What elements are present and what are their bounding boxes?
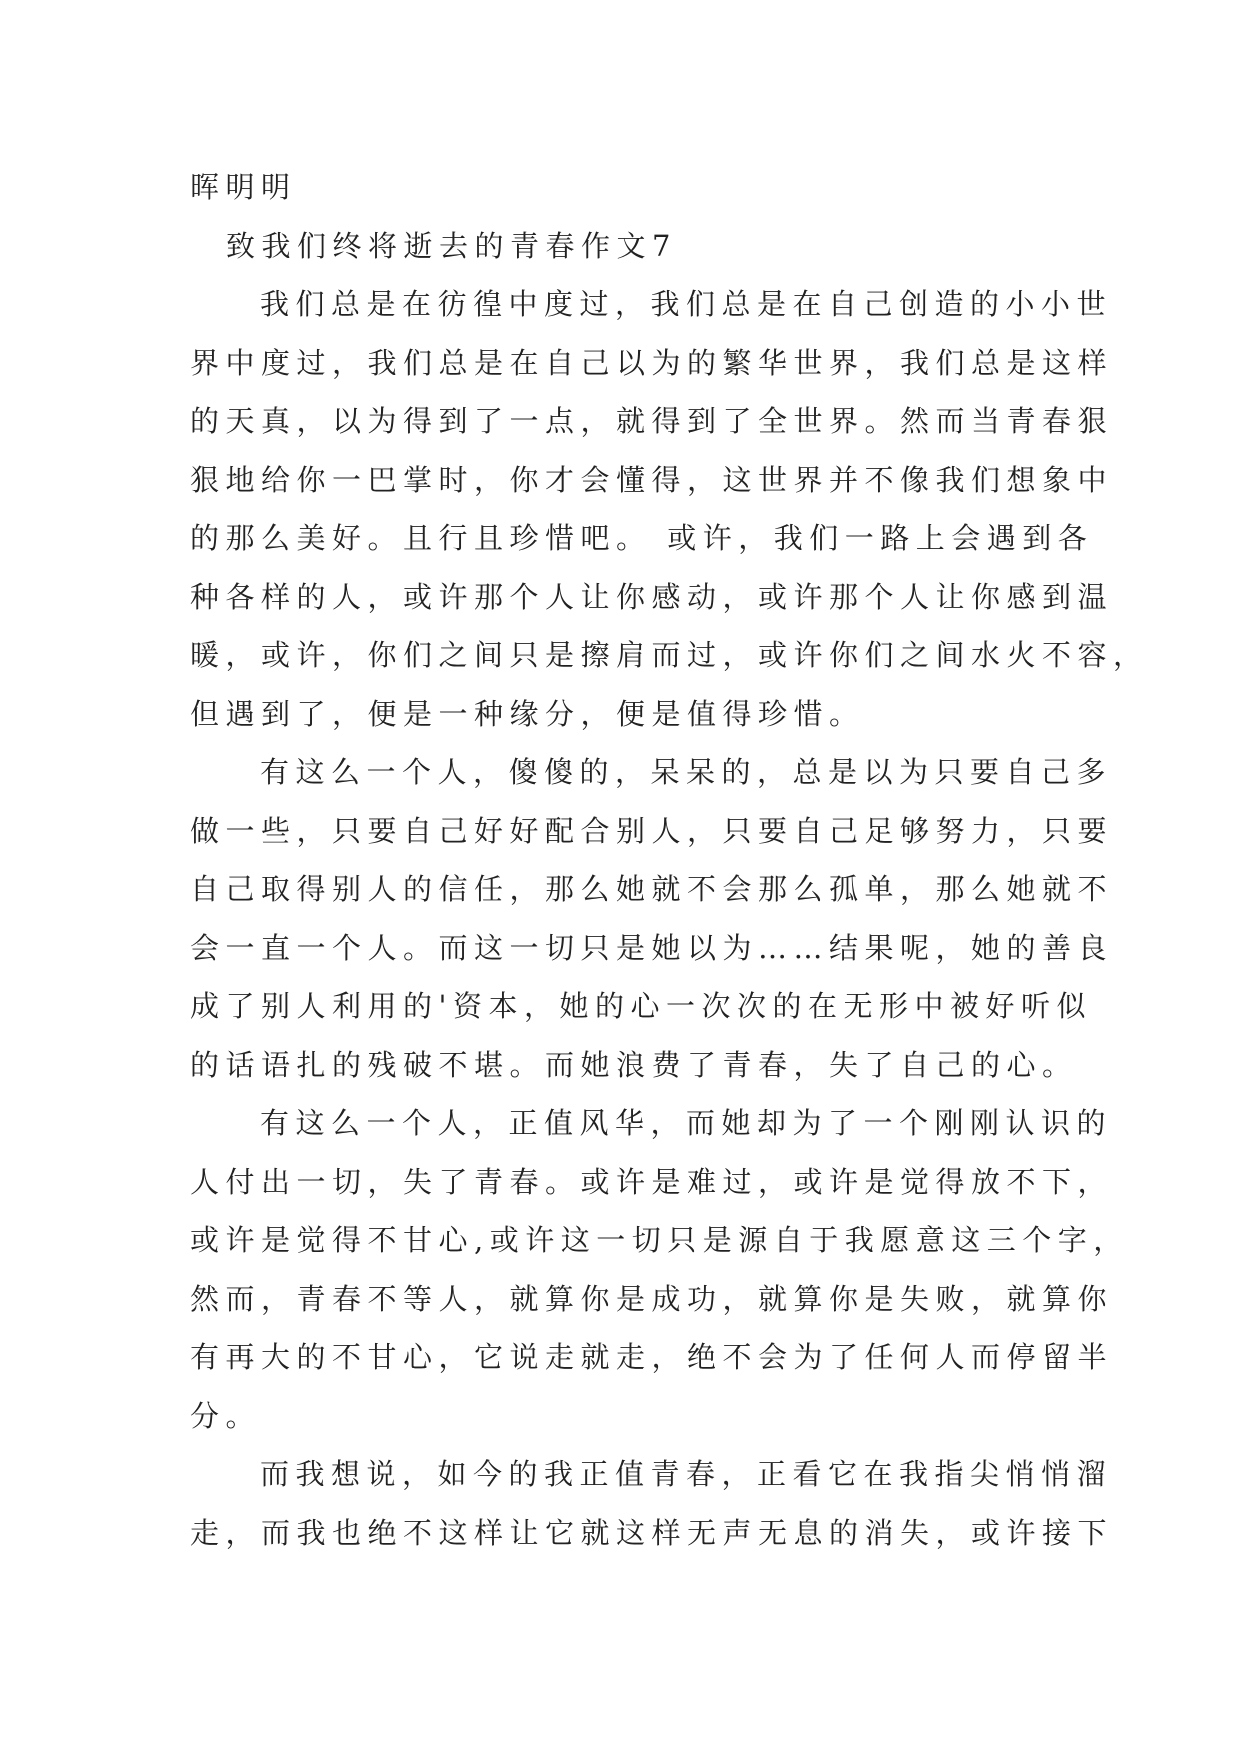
text-line: 会一直一个人。而这一切只是她以为……结果呢，她的善良 xyxy=(190,930,1114,965)
text-line: 的话语扎的残破不堪。而她浪费了青春，失了自己的心。 xyxy=(190,1047,1078,1082)
text-line: 成了别人利用的'资本，她的心一次次的在无形中被好听似 xyxy=(190,989,1092,1023)
text-line: 自己取得别人的信任，那么她就不会那么孤单，那么她就不 xyxy=(190,872,1114,906)
text-line: 有这么一个人，傻傻的，呆呆的，总是以为只要自己多 xyxy=(260,755,1113,789)
paragraph-1 xyxy=(190,275,1149,743)
text-line: 但遇到了，便是一种缘分，便是值得珍惜。 xyxy=(190,696,865,731)
text-line: 我们总是在彷徨中度过，我们总是在自己创造的小小世 xyxy=(260,287,1113,321)
text-line: 狠地给你一巴掌时，你才会懂得，这世界并不像我们想象中 xyxy=(190,462,1114,497)
text-line: 的天真，以为得到了一点，就得到了全世界。然而当青春狠 xyxy=(190,404,1114,438)
text-line: 的那么美好。且行且珍惜吧。 或许，我们一路上会遇到各 xyxy=(190,521,1094,555)
paragraph-3 xyxy=(190,1094,1129,1445)
text-line: 走，而我也绝不这样让它就这样无声无息的消失，或许接下 xyxy=(190,1515,1114,1550)
text-line: 分。 xyxy=(190,1398,262,1433)
text-line: 暖，或许，你们之间只是擦肩而过，或许你们之间水火不容， xyxy=(190,638,1149,672)
essay-title: 致我们终将逝去的青春作文7 xyxy=(226,228,677,263)
text-line: 人付出一切，失了青春。或许是难过，或许是觉得放不下， xyxy=(190,1164,1114,1199)
text-line: 而我想说，如今的我正值青春，正看它在我指尖悄悄溜 xyxy=(260,1457,1113,1491)
text-line: 有再大的不甘心，它说走就走，绝不会为了任何人而停留半 xyxy=(190,1340,1114,1374)
text-line: 做一些，只要自己好好配合别人，只要自己足够努力，只要 xyxy=(190,813,1114,848)
text-line: 界中度过，我们总是在自己以为的繁华世界，我们总是这样 xyxy=(190,345,1114,380)
paragraph-4 xyxy=(190,1445,1114,1562)
text-line: 或许是觉得不甘心,或许这一切只是源自于我愿意这三个字， xyxy=(190,1223,1129,1257)
text-line: 然而，青春不等人，就算你是成功，就算你是失败，就算你 xyxy=(190,1281,1114,1316)
paragraph-2 xyxy=(190,743,1114,1094)
document-body xyxy=(190,158,1149,1562)
text-line: 有这么一个人，正值风华，而她却为了一个刚刚认识的 xyxy=(260,1106,1113,1140)
text-line: 种各样的人，或许那个人让你感动，或许那个人让你感到温 xyxy=(190,579,1114,614)
author-line: 晖明明 xyxy=(190,170,297,204)
